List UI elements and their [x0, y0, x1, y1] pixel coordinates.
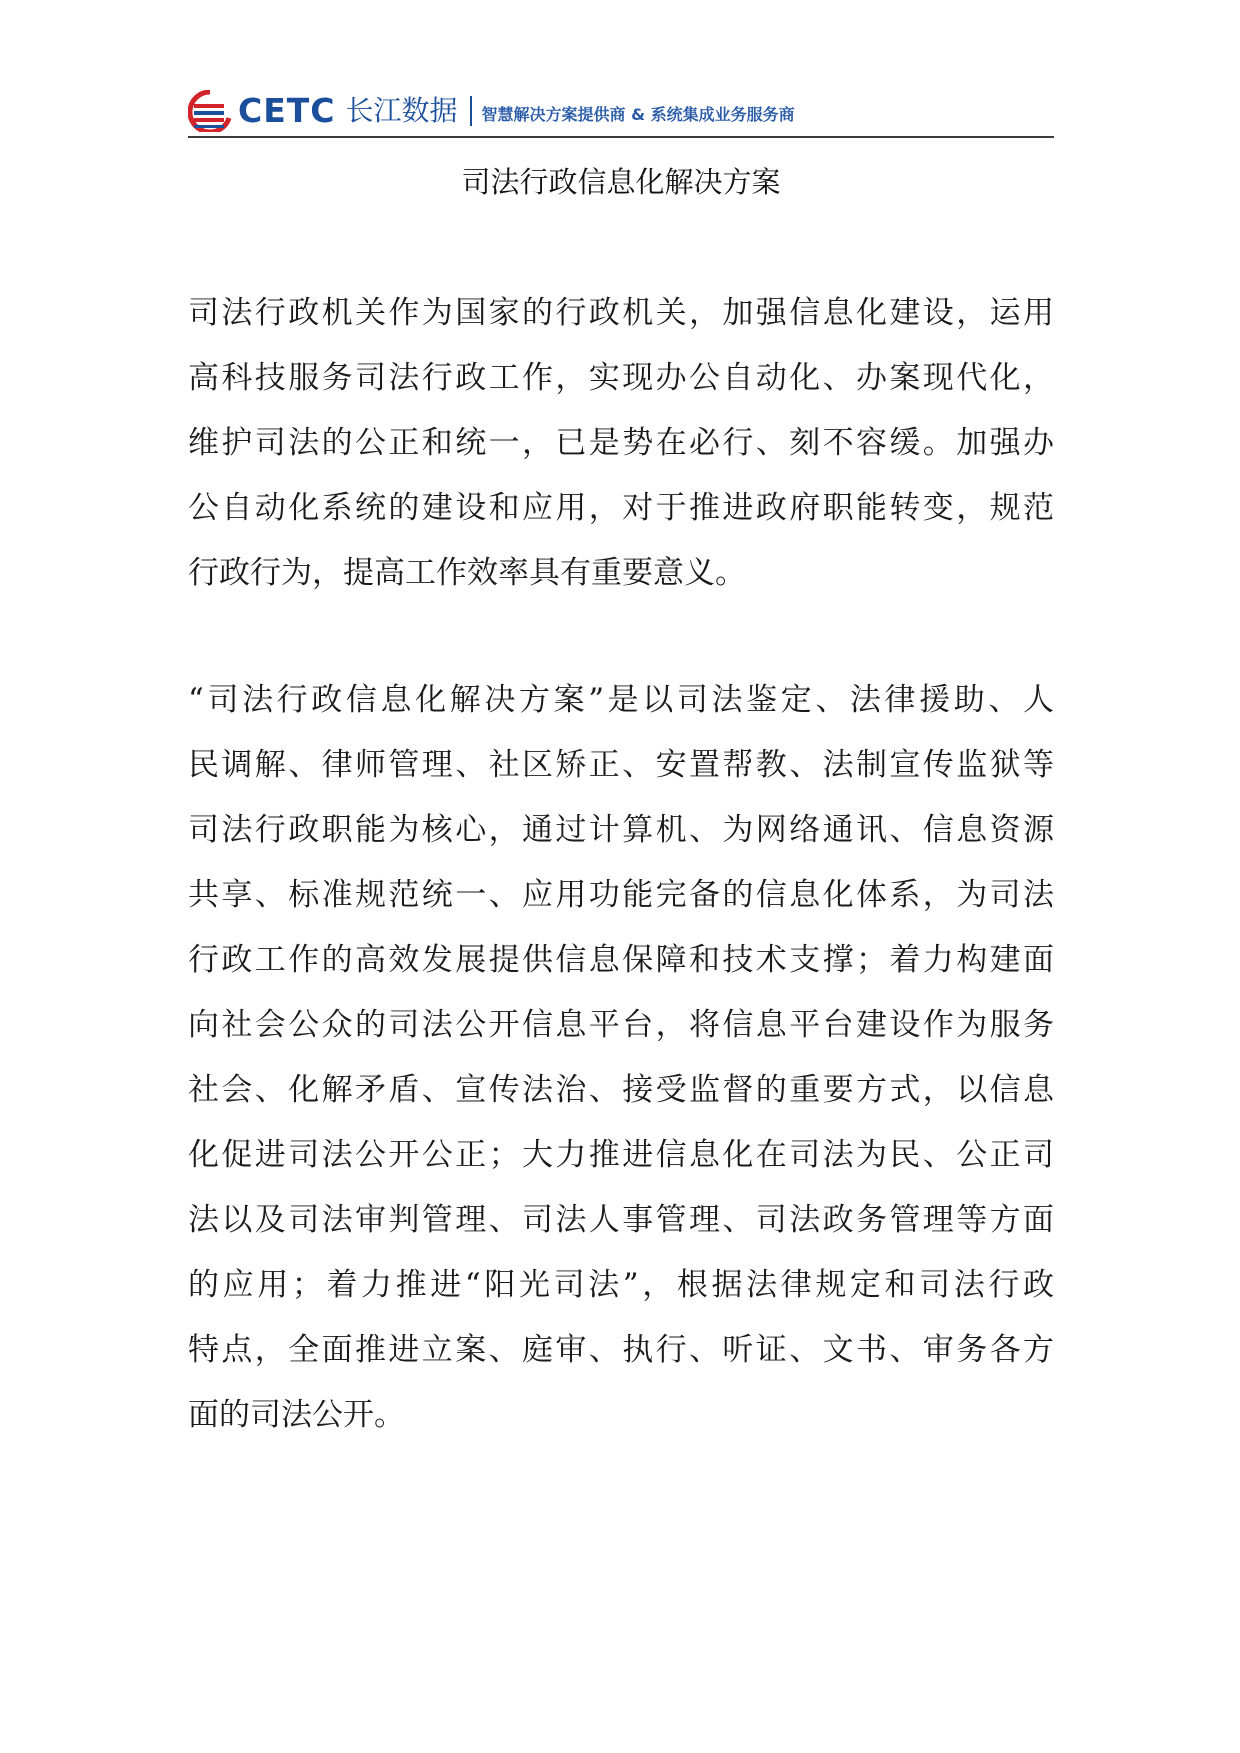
paragraph-line: 民调解、律师管理、社区矫正、安置帮教、法制宣传监狱等 [188, 747, 1054, 783]
logo-text: CETC [238, 91, 336, 130]
header-divider [188, 136, 1054, 138]
paragraph-line: 司法行政职能为核心，通过计算机、为网络通讯、信息资源 [188, 812, 1054, 848]
paragraph-line: 社会、化解矛盾、宣传法治、接受监督的重要方式，以信息 [188, 1072, 1054, 1108]
paragraph-line: 向社会公众的司法公开信息平台，将信息平台建设作为服务 [188, 1007, 1054, 1043]
paragraph-line: 化促进司法公开公正；大力推进信息化在司法为民、公正司 [188, 1137, 1054, 1173]
paragraph-line: 共享、标准规范统一、应用功能完备的信息化体系，为司法 [188, 877, 1054, 913]
paragraph-line: “司法行政信息化解决方案”是以司法鉴定、法律援助、人 [188, 682, 1054, 718]
paragraph-line: 法以及司法审判管理、司法人事管理、司法政务管理等方面 [188, 1202, 1054, 1238]
logo-chinese-name: 长江数据 [345, 94, 458, 127]
paragraph-2 [188, 668, 1054, 1448]
paragraph-line: 特点，全面推进立案、庭审、执行、听证、文书、审务各方 [188, 1332, 1054, 1368]
cetc-logo-icon [188, 90, 232, 132]
paragraph-line: 面的司法公开。 [188, 1397, 405, 1433]
document-title: 司法行政信息化解决方案 [461, 165, 781, 199]
paragraph-1 [188, 281, 1054, 606]
paragraph-line: 司法行政机关作为国家的行政机关，加强信息化建设，运用 [188, 295, 1054, 331]
paragraph-line: 的应用；着力推进“阳光司法”，根据法律规定和司法行政 [188, 1267, 1054, 1303]
paragraph-line: 高科技服务司法行政工作，实现办公自动化、办案现代化， [188, 360, 1054, 396]
paragraph-line: 维护司法的公正和统一，已是势在必行、刻不容缓。加强办 [188, 425, 1054, 461]
header-tagline: 智慧解决方案提供商 & 系统集成业务服务商 [481, 105, 795, 124]
paragraph-line: 行政工作的高效发展提供信息保障和技术支撑；着力构建面 [188, 942, 1054, 978]
header-separator [470, 96, 472, 126]
page-header [188, 88, 1054, 134]
paragraph-line: 行政行为，提高工作效率具有重要意义。 [188, 555, 746, 591]
paragraph-line: 公自动化系统的建设和应用，对于推进政府职能转变，规范 [188, 490, 1054, 526]
